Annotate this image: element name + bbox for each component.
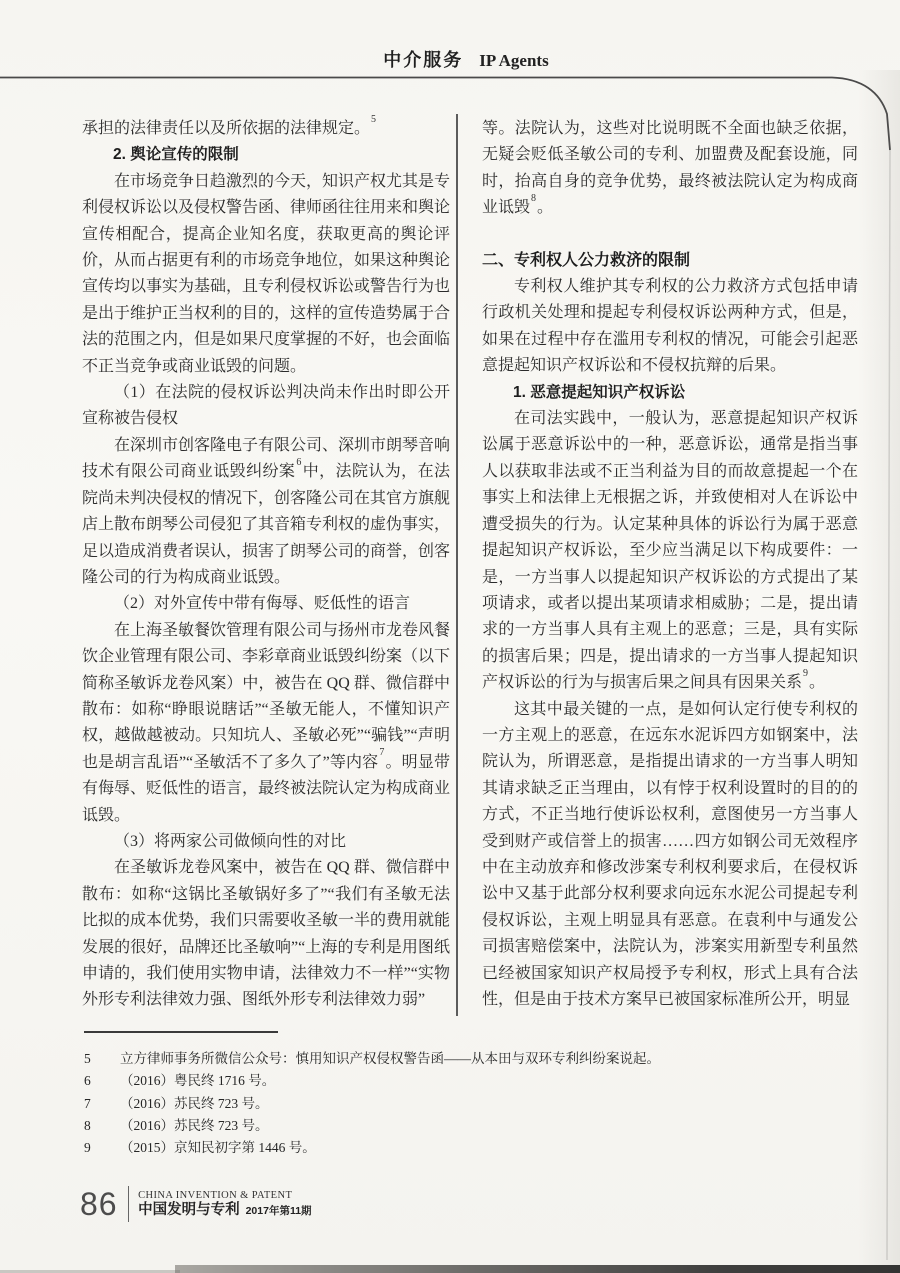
paragraph [82, 618, 450, 829]
footnote-ref-7: 7 [379, 747, 385, 759]
footnote-text: （2016）粤民终 1716 号。 [120, 1073, 276, 1089]
footnote-item [84, 1070, 824, 1092]
paragraph: 在圣敏诉龙卷风案中，被告在 QQ 群、微信群中散布：如称“这锅比圣敏锅好多了”“我们有圣敏无法比拟的成本优势，我们只需要收圣敏一半的费用就能发展的很好，品牌还比圣敏响”“上海的专利是用图纸申请的，我们使用实物申请，法律效力不一样”“实物外形专利法律效力强、图纸外形专利法律效力弱” [82, 859, 451, 1009]
footnote-item [84, 1048, 824, 1070]
subheading-item-3: （3）将两家公司做倾向性的对比 [114, 832, 347, 850]
journal-name-cn: 中国发明与专利 [138, 1201, 240, 1218]
footnote-text: （2016）苏民终 723 号。 [120, 1117, 269, 1133]
footnote-item [84, 1137, 824, 1159]
journal-name-cn-line [138, 1202, 311, 1220]
footnote-text: （2016）苏民终 723 号。 [120, 1095, 269, 1111]
footnote-number: 8 [84, 1117, 91, 1133]
heading-public-opinion-limits: 2. 舆论宣传的限制 [113, 146, 239, 164]
paragraph-text: 。 [537, 199, 554, 217]
paragraph-text: 承担的法律责任以及所依据的法律规定。 [82, 120, 371, 137]
paragraph-text: 。明显带有侮辱、贬低性的语言，最终被法院认定为构成商业诋毁。 [82, 753, 451, 824]
footnote-ref-5: 5 [371, 113, 377, 125]
paragraph-text: 在深圳市创客隆电子有限公司、深圳市朗琴音响技术有限公司商业诋毁纠纷案 [82, 436, 451, 481]
footnote-ref-8: 8 [531, 192, 537, 204]
subheading-item-1: （1）在法院的侵权诉讼判决尚未作出时即公开宣称被告侵权 [82, 384, 450, 428]
heading-public-remedy-limits: 二、专利权人公力救济的限制 [482, 251, 691, 269]
journal-issue: 2017年第11期 [245, 1204, 312, 1217]
page-header [16, 46, 900, 72]
journal-name-en: CHINA INVENTION & PATENT [138, 1189, 293, 1201]
page-footer [80, 1186, 312, 1222]
footnote-text: 立方律师事务所微信公众号：慎用知识产权侵权警告函——从本田与双环专利纠纷案说起。 [120, 1051, 660, 1066]
column-divider-rule [456, 114, 458, 1016]
footnote-number: 6 [84, 1073, 91, 1089]
journal-info [138, 1189, 311, 1220]
paragraph-text: 在司法实践中，一般认为，恶意提起知识产权诉讼属于恶意诉讼中的一种，恶意诉讼，通常是指当事人以获取非法或不正当利益为目的而故意提起一个在事实上和法律上无根据之诉，并致使相对人在诉讼中遭受损失的行为。认定某种具体的诉讼行为属于恶意提起知识产权诉讼，至少应当满足以下构成要件：一是，一方当事人以提起知识产权诉讼的方式提出了某项请求，或者以提出某项请求相威胁；二是，提出请求的一方当事人具有主观上的恶意；三是，具有实际的损害后果；四是，提出请求的一方当事人提起知识产权诉讼的行为与损害后果之间具有因果关系 [482, 410, 858, 692]
footnote-number: 7 [84, 1095, 91, 1111]
footnote-ref-6: 6 [296, 456, 302, 468]
paragraph [82, 113, 450, 142]
section-title-cn: 中介服务 [383, 50, 464, 70]
paragraph-text: 中，法院认为，在法院尚未判决侵权的情况下，创客隆公司在其官方旗舰店上散布朗琴公司侵犯了其音箱专利权的虚伪事实，足以造成消费者误认，损害了朗琴公司的商誉，创客隆公司的行为构成商业诋毁。 [82, 463, 451, 586]
heading-malicious-litigation: 1. 恶意提起知识产权诉讼 [513, 383, 686, 401]
right-column [482, 116, 858, 1013]
footnote-separator-rule [84, 1031, 278, 1033]
footnote-text: （2015）京知民初字第 1446 号。 [120, 1140, 316, 1156]
paragraph-text: 。 [809, 674, 826, 692]
footnotes [84, 1048, 824, 1159]
scan-bottom-strip [175, 1265, 900, 1273]
paragraph [482, 406, 858, 696]
footnote-ref-9: 9 [803, 667, 809, 679]
footnote-number: 9 [84, 1140, 91, 1156]
paragraph: 专利权人维护其专利权的公力救济方式包括申请行政机关处理和提起专利侵权诉讼两种方式，但是，如果在过程中存在滥用专利权的情况，可能会引起恶意提起知识产权诉讼和不侵权抗辩的后果。 [482, 278, 858, 375]
footnote-item [84, 1115, 824, 1137]
paragraph: 在市场竞争日趋激烈的今天，知识产权尤其是专利侵权诉讼以及侵权警告函、律师函往往用来和舆论宣传相配合，提高企业知名度，获取更高的舆论评价，从而占据更有利的市场竞争地位，如果这种舆论宣传均以事实为基础，且专利侵权诉讼或警告行为也是出于维护正当权利的目的，这样的宣传造势属于合法的范围之内，但是如果尺度掌握的不好，也会面临不正当竞争或商业诋毁的问题。 [82, 172, 451, 375]
paragraph [482, 116, 858, 222]
paragraph-text: 等。法院认为，这些对比说明既不全面也缺乏依据，无疑会贬低圣敏公司的专利、加盟费及配套设施，同时，抬高自身的竞争优势，最终被法院认定为构成商业诋毁 [482, 120, 858, 217]
footer-divider-bar [128, 1186, 130, 1222]
page-edge-shadow [858, 70, 900, 1273]
paragraph [82, 433, 450, 591]
paragraph: 这其中最关键的一点，是如何认定行使专利权的一方主观上的恶意，在远东水泥诉四方如钢案中，法院认为，所谓恶意，是指提出请求的一方当事人明知其请求缺乏正当理由，以有悖于权利设置时的目的的方式，不正当地行使诉讼权利，意图使另一方当事人受到财产或信誉上的损害……四方如钢公司无效程序中在主动放弃和修改涉案专利权利要求后，在侵权诉讼中又基于此部分权利要求向远东水泥公司提起专利侵权诉讼，主观上明显具有恶意。在袁利中与通发公司损害赔偿案中，法院认为，涉案实用新型专利虽然已经被国家知识产权局授予专利权，形式上具有合法性，但是由于技术方案早已被国家标准所公开，明显 [482, 700, 858, 1008]
paragraph-text: 在上海圣敏餐饮管理有限公司与扬州市龙卷风餐饮企业管理有限公司、李彩章商业诋毁纠纷案（以下简称圣敏诉龙卷风案）中，被告在 QQ 群、微信群中散布：如称“睁眼说瞎话”“圣敏无能人，不懂知识产权，越做越被动。只知坑人、圣敏必死”“骗钱”“声明也是胡言乱语”“圣敏活不了多久了”等内容 [82, 621, 451, 771]
subheading-item-2: （2）对外宣传中带有侮辱、贬低性的语言 [114, 595, 411, 613]
footnote-number: 5 [84, 1051, 91, 1066]
page-number: 86 [80, 1186, 118, 1222]
section-title-en: IP Agents [479, 51, 549, 70]
left-column [82, 113, 451, 1014]
footnote-item [84, 1093, 824, 1115]
